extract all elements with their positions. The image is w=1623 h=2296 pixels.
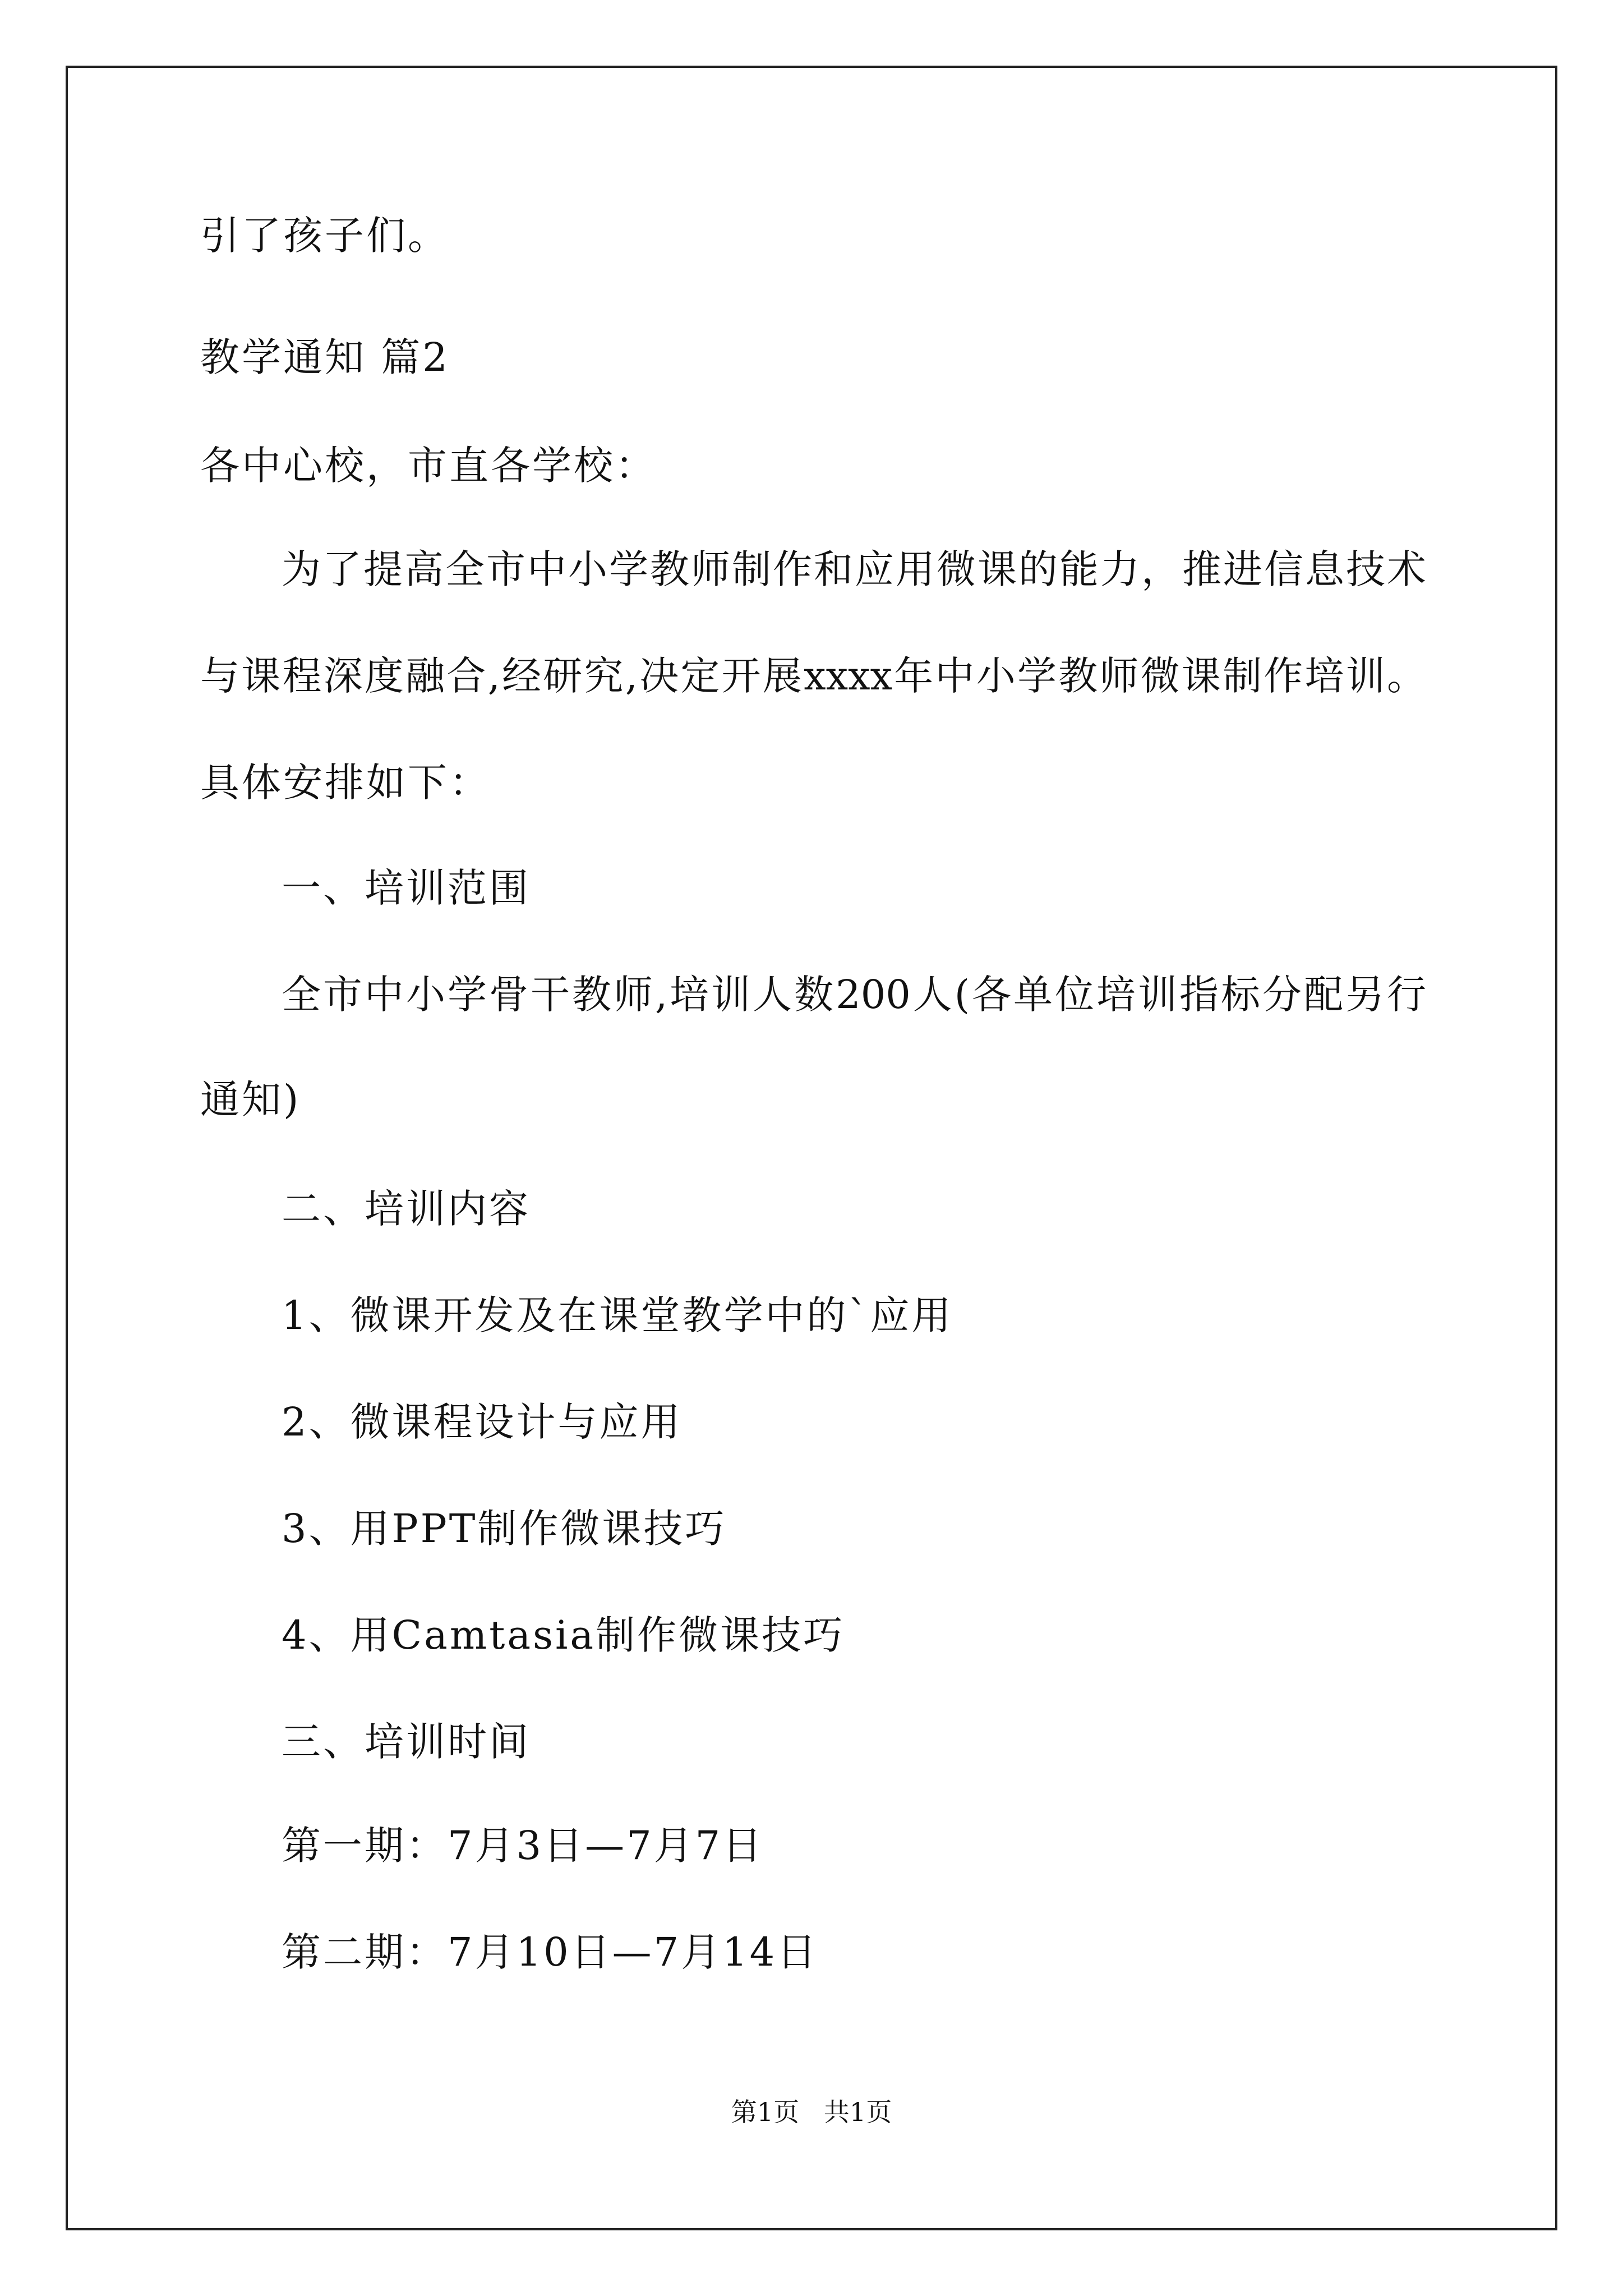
body-line: 具体安排如下： bbox=[200, 760, 491, 806]
list-item: 4、用Camtasia制作微课技巧 bbox=[282, 1612, 845, 1658]
body-line: 引了孩子们。 bbox=[200, 213, 449, 259]
list-item: 2、微课程设计与应用 bbox=[282, 1399, 683, 1445]
body-line: 与课程深度融合,经研究,决定开展xxxx年中小学教师微课制作培训。 bbox=[200, 653, 1426, 699]
body-line: 通知) bbox=[200, 1076, 301, 1122]
subheading-scope: 一、培训范围 bbox=[282, 865, 531, 911]
salutation: 各中心校，市直各学校： bbox=[200, 443, 657, 489]
page-footer: 第1页 共1页 bbox=[731, 2097, 892, 2127]
schedule-item: 第二期：7月10日—7月14日 bbox=[282, 1929, 819, 1975]
page-border bbox=[66, 66, 1557, 2230]
subheading-time: 三、培训时间 bbox=[282, 1719, 531, 1765]
body-line: 为了提高全市中小学教师制作和应用微课的能力，推进信息技术 bbox=[282, 546, 1426, 592]
schedule-item: 第一期：7月3日—7月7日 bbox=[282, 1823, 764, 1869]
list-item: 1、微课开发及在课堂教学中的`应用 bbox=[282, 1292, 953, 1338]
list-item: 3、用PPT制作微课技巧 bbox=[282, 1506, 727, 1552]
subheading-content: 二、培训内容 bbox=[282, 1186, 531, 1232]
section-heading: 教学通知 篇2 bbox=[200, 334, 450, 380]
body-line: 全市中小学骨干教师,培训人数200人(各单位培训指标分配另行 bbox=[282, 972, 1426, 1018]
